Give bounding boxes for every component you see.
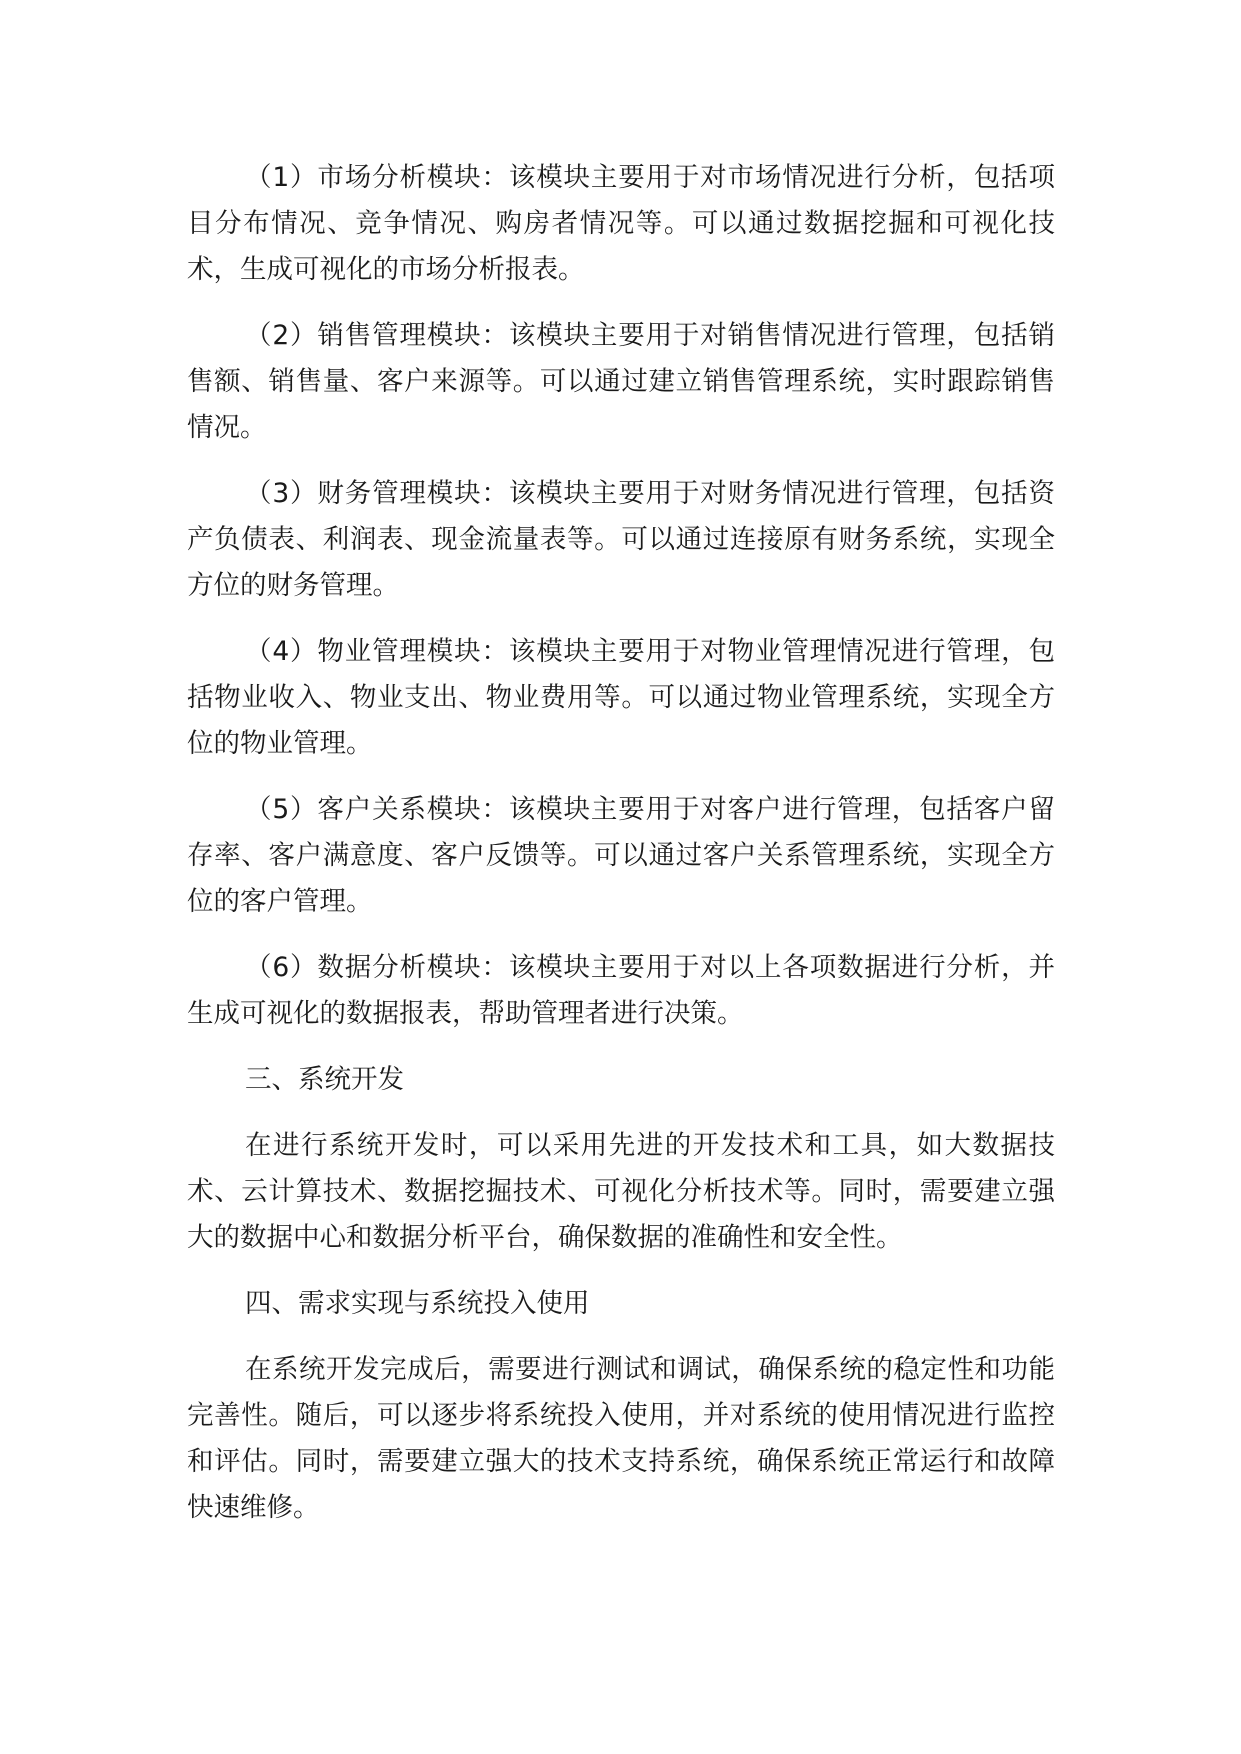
paragraph-system-development: 在进行系统开发时，可以采用先进的开发技术和工具，如大数据技术、云计算技术、数据挖掘技术、可视化分析技术等。同时，需要建立强大的数据中心和数据分析平台，确保数据的准确性和安全性。 xyxy=(187,1130,1055,1253)
section-heading-system-development: 三、系统开发 xyxy=(245,1064,404,1095)
paragraph-market-analysis-module: （1）市场分析模块：该模块主要用于对市场情况进行分析，包括项目分布情况、竞争情况、购房者情况等。可以通过数据挖掘和可视化技术，生成可视化的市场分析报表。 xyxy=(187,162,1055,285)
paragraph-requirements-deployment: 在系统开发完成后，需要进行测试和调试，确保系统的稳定性和功能完善性。随后，可以逐步将系统投入使用，并对系统的使用情况进行监控和评估。同时，需要建立强大的技术支持系统，确保系统正常运行和故障快速维修。 xyxy=(187,1354,1055,1523)
paragraph-property-management-module: （4）物业管理模块：该模块主要用于对物业管理情况进行管理，包括物业收入、物业支出、物业费用等。可以通过物业管理系统，实现全方位的物业管理。 xyxy=(187,636,1055,759)
document-body xyxy=(187,155,1055,1551)
section-heading-requirements-deployment: 四、需求实现与系统投入使用 xyxy=(245,1288,590,1319)
paragraph-data-analysis-module: （6）数据分析模块：该模块主要用于对以上各项数据进行分析，并生成可视化的数据报表，帮助管理者进行决策。 xyxy=(187,952,1055,1029)
paragraph-finance-management-module: （3）财务管理模块：该模块主要用于对财务情况进行管理，包括资产负债表、利润表、现金流量表等。可以通过连接原有财务系统，实现全方位的财务管理。 xyxy=(187,478,1055,601)
paragraph-sales-management-module: （2）销售管理模块：该模块主要用于对销售情况进行管理，包括销售额、销售量、客户来源等。可以通过建立销售管理系统，实时跟踪销售情况。 xyxy=(187,320,1055,443)
paragraph-customer-relations-module: （5）客户关系模块：该模块主要用于对客户进行管理，包括客户留存率、客户满意度、客户反馈等。可以通过客户关系管理系统，实现全方位的客户管理。 xyxy=(187,794,1055,917)
